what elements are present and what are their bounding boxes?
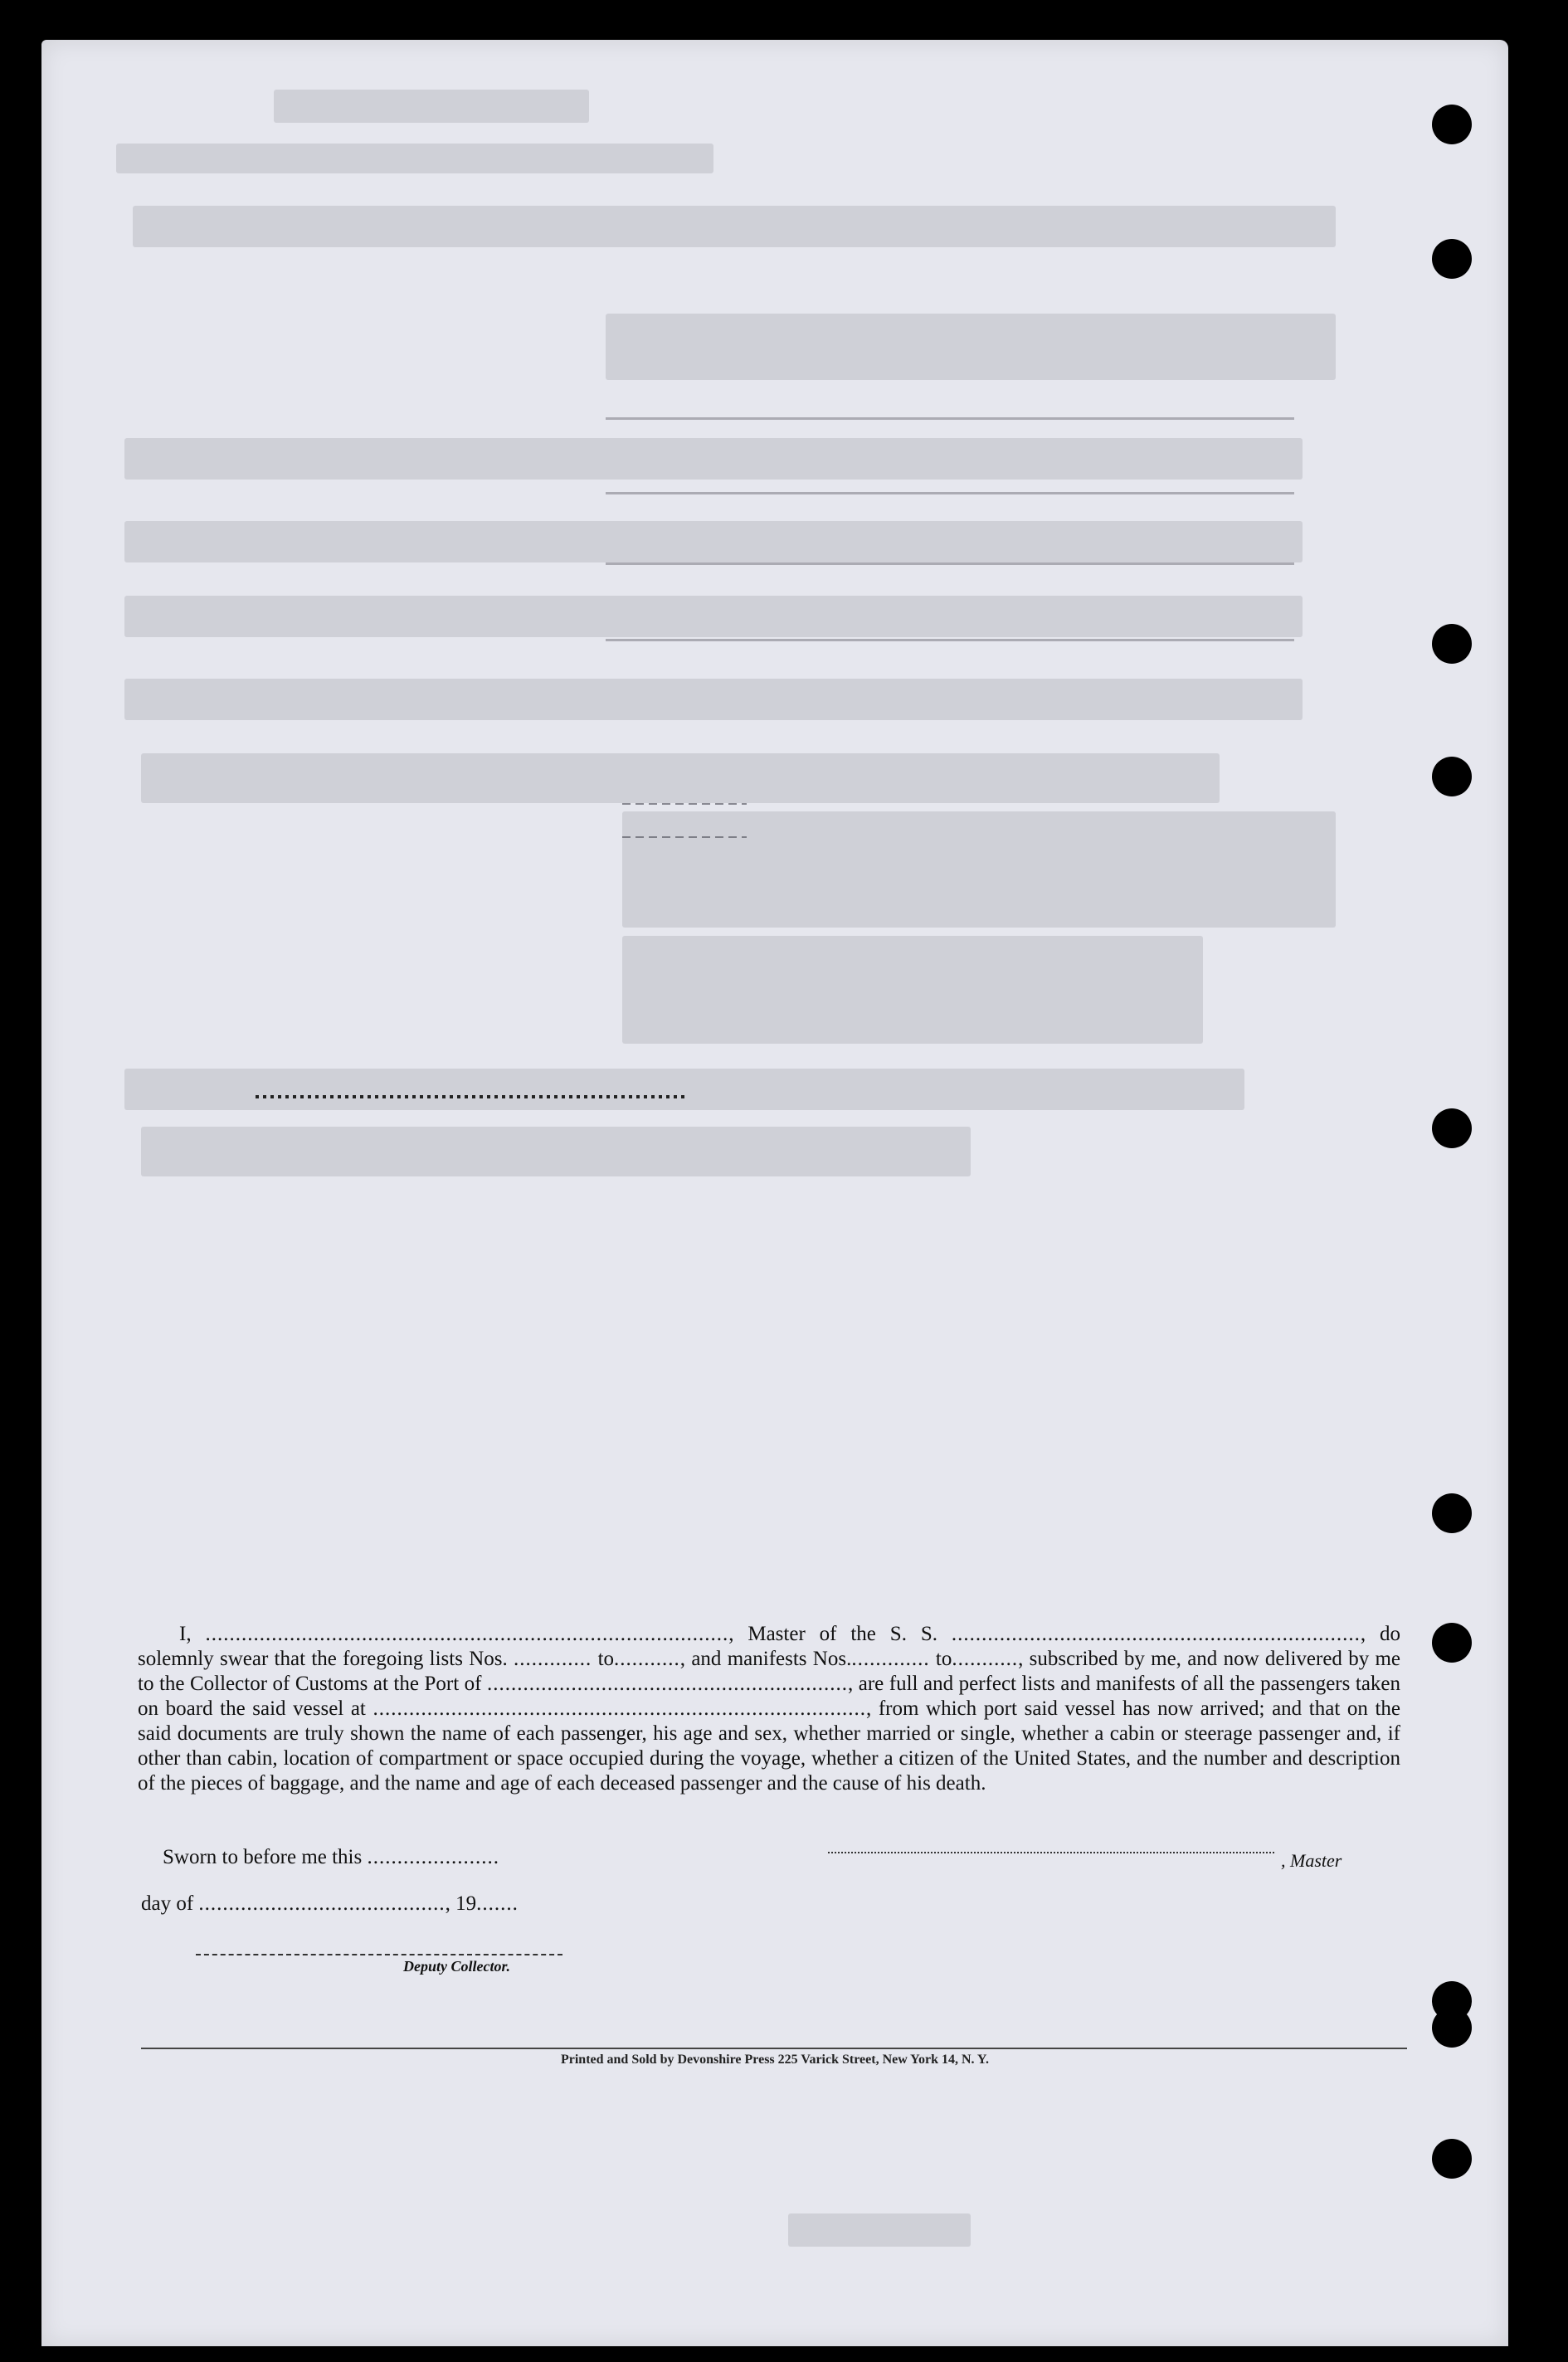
bleed-through-bottom bbox=[788, 2213, 971, 2247]
punch-hole-icon bbox=[1432, 105, 1472, 144]
oath-line1-end: , do solemnly bbox=[138, 1623, 1401, 1670]
sworn-line bbox=[163, 1846, 499, 1869]
master-label: , Master bbox=[1281, 1850, 1342, 1871]
manifests-to-blank: ........... bbox=[952, 1648, 1019, 1670]
master-signature-line bbox=[828, 1852, 1274, 1853]
master-name-blank: ....................................................................................... bbox=[205, 1623, 729, 1645]
sworn-day-blank: ...................... bbox=[367, 1846, 499, 1868]
bleed-through-row-3 bbox=[124, 596, 1303, 637]
day-of-label: day of bbox=[141, 1892, 194, 1915]
deputy-signature-line bbox=[196, 1954, 562, 1955]
ship-name-blank: .................................................................... bbox=[951, 1623, 1361, 1645]
bleed-through-handwriting bbox=[141, 1127, 971, 1176]
sworn-label: Sworn to before me this bbox=[163, 1846, 363, 1868]
bleed-through-header bbox=[274, 90, 589, 123]
punch-hole-icon bbox=[1432, 1108, 1472, 1148]
bleed-through-row-5 bbox=[141, 753, 1220, 803]
bleed-through-column bbox=[606, 314, 1336, 380]
punch-hole-icon bbox=[1432, 1493, 1472, 1533]
bleed-through-row-2 bbox=[124, 521, 1303, 562]
oath-to-2: to bbox=[935, 1648, 952, 1670]
punch-hole-icon bbox=[1432, 1623, 1472, 1663]
oath-intro: I, bbox=[179, 1623, 192, 1645]
bleed-through-rule-4 bbox=[606, 639, 1294, 641]
punch-hole-icon bbox=[1432, 2008, 1472, 2048]
printer-imprint: Printed and Sold by Devonshire Press 225 Varick Street, New York 14, N. Y. bbox=[560, 2053, 990, 2067]
bleed-through-rule-1 bbox=[606, 417, 1294, 420]
year-blank: ....... bbox=[476, 1892, 519, 1915]
oath-to-1: to bbox=[597, 1648, 615, 1670]
bleed-through-row-7 bbox=[622, 936, 1203, 1044]
bleed-through-header-3 bbox=[133, 206, 1336, 247]
oath-remainder: , from which port said vessel has now arrived; and that on the said documents are truly shown the name of each passenger, his age and sex, whether married or single, whether a cabin or steerage passenger and, if other than cabin, location of compartment or space occupied during the voyage, whether a citizen of the United States, and the number and description of the pieces of baggage, and the name and age of each deceased passenger and the cause of his death. bbox=[138, 1697, 1401, 1795]
port-blank: ............................................................ bbox=[487, 1673, 848, 1695]
day-of-line bbox=[141, 1892, 519, 1916]
lists-from-blank: ............. bbox=[514, 1648, 592, 1670]
punch-hole-icon bbox=[1432, 624, 1472, 664]
oath-swear: swear that the foregoing lists Nos. bbox=[219, 1648, 508, 1670]
oath-subscribed: , subscribed by me, and now delivered by me to the Collector of Customs at the Port of bbox=[138, 1648, 1401, 1695]
bleed-through-header-2 bbox=[116, 144, 713, 173]
bleed-through-row-8 bbox=[124, 1069, 1244, 1110]
bleed-through-rule-3 bbox=[606, 562, 1294, 565]
manifests-from-blank: ............. bbox=[851, 1648, 930, 1670]
bleed-through-row-6 bbox=[622, 811, 1336, 928]
bleed-through-row-4 bbox=[124, 679, 1303, 720]
document-page bbox=[41, 40, 1508, 2346]
year-prefix: , 19 bbox=[445, 1892, 477, 1915]
punch-hole-icon bbox=[1432, 757, 1472, 796]
month-blank: ......................................... bbox=[198, 1892, 446, 1915]
bleed-through-rule-2 bbox=[606, 492, 1294, 494]
oath-full-perfect: , are full and perfect lists and manifests of all the passengers taken on board the said vessel at bbox=[138, 1673, 1401, 1720]
oath-text bbox=[138, 1622, 1400, 1796]
oath-manifests: , and manifests Nos. bbox=[679, 1648, 852, 1670]
bleed-through-dash-2 bbox=[622, 836, 747, 838]
bleed-through-row-1 bbox=[124, 438, 1303, 480]
punch-hole-icon bbox=[1432, 239, 1472, 279]
bleed-through-dash-1 bbox=[622, 803, 747, 805]
footer-rule bbox=[141, 2048, 1407, 2049]
dotted-leader-line bbox=[256, 1095, 687, 1098]
punch-hole-icon bbox=[1432, 2139, 1472, 2179]
departure-port-blank: .................................................................................. bbox=[373, 1697, 866, 1720]
oath-master-of: , Master of the S. S. bbox=[728, 1623, 937, 1645]
lists-to-blank: ........... bbox=[614, 1648, 680, 1670]
deputy-label: Deputy Collector. bbox=[403, 1958, 510, 1975]
oath-paragraph bbox=[138, 1622, 1400, 1796]
